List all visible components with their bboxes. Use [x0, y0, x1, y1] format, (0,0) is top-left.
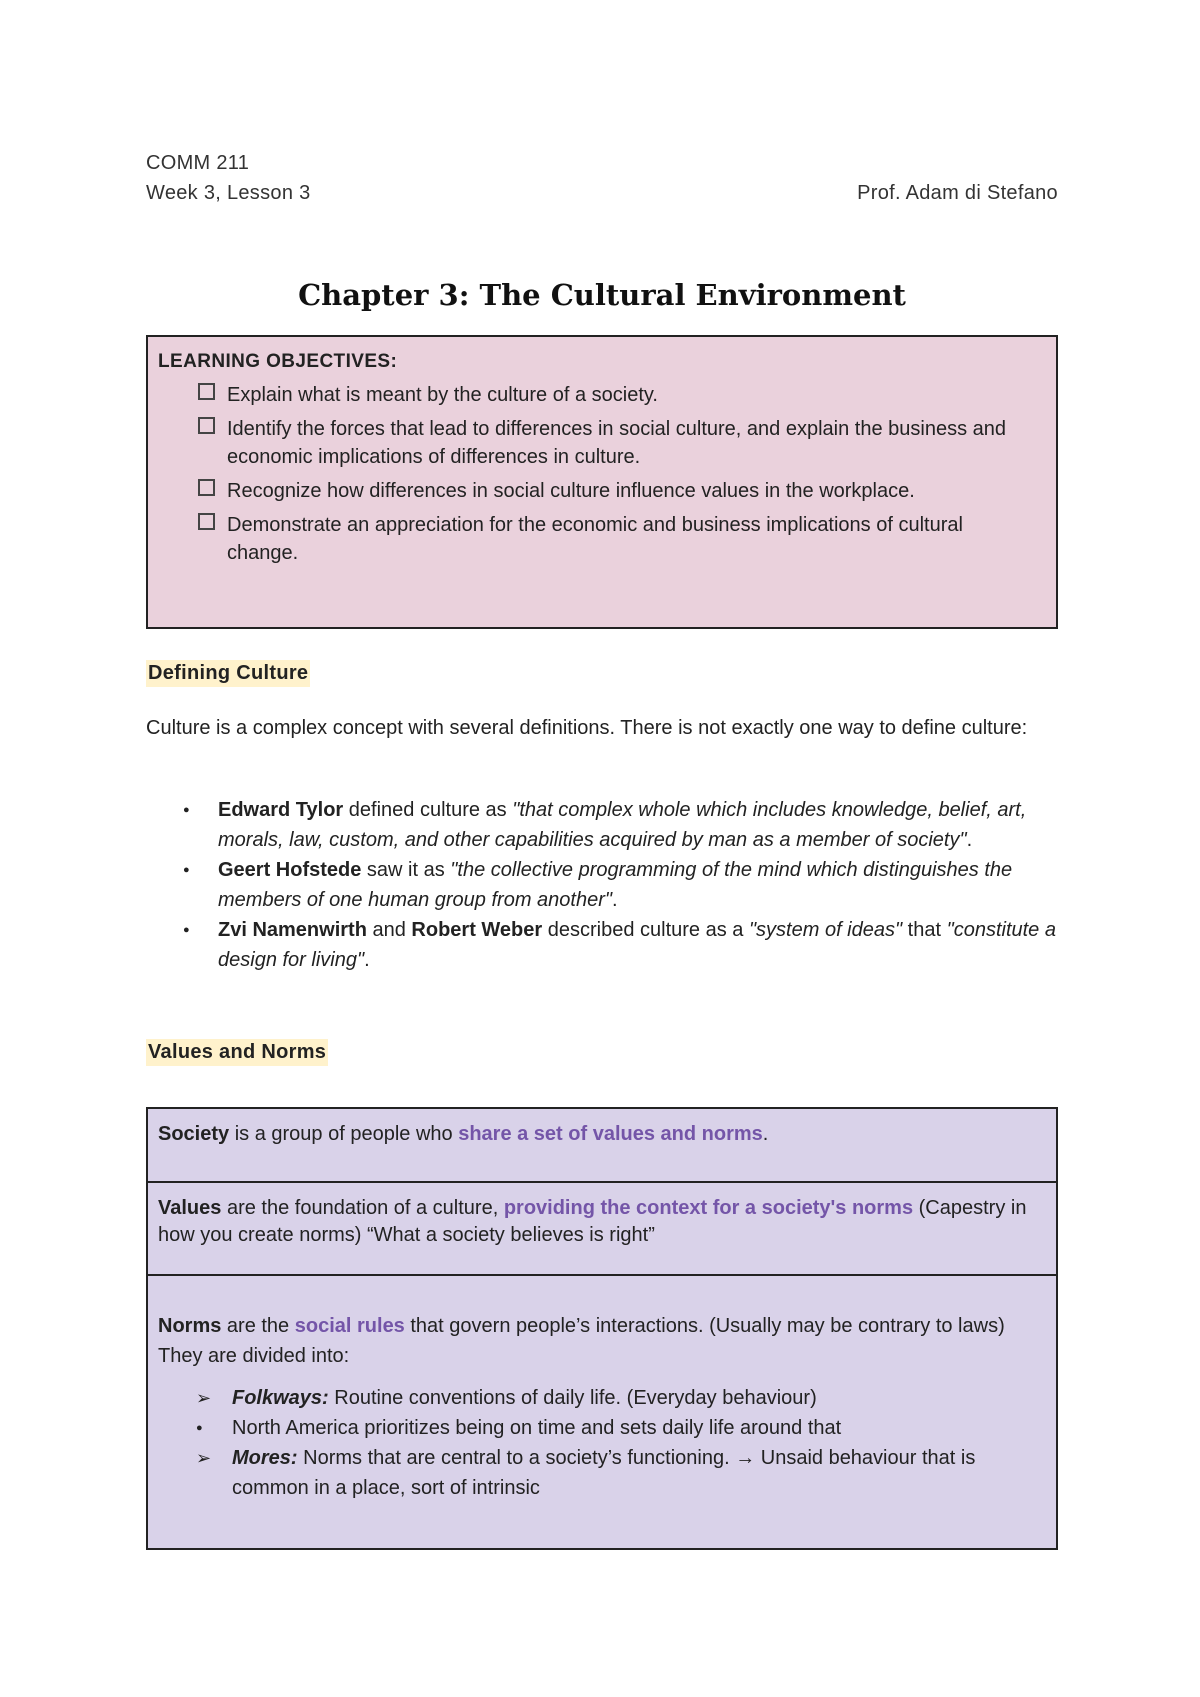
list-item: ● Edward Tylor defined culture as "that complex whole which includes knowledge, belief, art, morals, law, custom, and other capabilities acquired by man as a member of society".	[146, 795, 1058, 855]
lesson-label: Week 3, Lesson 3	[146, 182, 311, 204]
objective-item: Recognize how differences in social culture influence values in the workplace.	[198, 477, 1046, 505]
defining-intro: Culture is a complex concept with several definitions. There is not exactly one way to define culture:	[146, 717, 1028, 739]
professor-name: Prof. Adam di Stefano	[857, 182, 1058, 204]
checkbox-icon[interactable]	[198, 513, 215, 530]
norms-list	[158, 1383, 1046, 1503]
list-item: ● North America prioritizes being on time and sets daily life around that	[158, 1413, 1046, 1443]
list-item: ➢ Folkways: Routine conventions of daily life. (Everyday behaviour)	[158, 1383, 1046, 1413]
list-item: ● Zvi Namenwirth and Robert Weber described culture as a "system of ideas" that "constitute a design for living".	[146, 915, 1058, 975]
checkbox-icon[interactable]	[198, 417, 215, 434]
learning-objectives-box	[146, 335, 1058, 629]
values-norms-table	[146, 1107, 1058, 1550]
document-header	[146, 148, 1058, 208]
page-title: Chapter 3: The Cultural Environment	[298, 278, 906, 312]
objectives-heading: LEARNING OBJECTIVES:	[158, 351, 398, 372]
norms-row: Norms are the social rules that govern people’s interactions. (Usually may be contrary to laws) They are divided into: ➢ Folkways: Routine conventions of daily life. (Everyday behaviour) ● North America prioritizes being on time and sets daily life around that ➢ Mores: Norms that are central to a society’s functioning. → Unsaid behaviour that is common in a place, sort of intrinsic	[148, 1276, 1056, 1548]
list-item: ● Geert Hofstede saw it as "the collective programming of the mind which distinguishes the members of one human group from another".	[146, 855, 1058, 915]
list-item: ➢ Mores: Norms that are central to a society’s functioning. → Unsaid behaviour that is common in a place, sort of intrinsic	[158, 1443, 1046, 1503]
objective-item: Demonstrate an appreciation for the economic and business implications of cultural change.	[198, 511, 1046, 567]
checkbox-icon[interactable]	[198, 479, 215, 496]
objective-item: Identify the forces that lead to differences in social culture, and explain the business and economic implications of differences in culture.	[198, 415, 1046, 471]
values-row: Values are the foundation of a culture, providing the context for a society's norms (Capestry in how you create norms) “What a society believes is right”	[148, 1183, 1056, 1276]
section-heading-values-norms: Values and Norms	[146, 1039, 328, 1066]
objective-item: Explain what is meant by the culture of a society.	[198, 381, 1046, 409]
society-row: Society is a group of people who share a set of values and norms.	[148, 1109, 1056, 1183]
definitions-list	[146, 795, 1058, 975]
section-heading-defining-culture: Defining Culture	[146, 660, 310, 687]
checkbox-icon[interactable]	[198, 383, 215, 400]
course-code: COMM 211	[146, 152, 250, 174]
